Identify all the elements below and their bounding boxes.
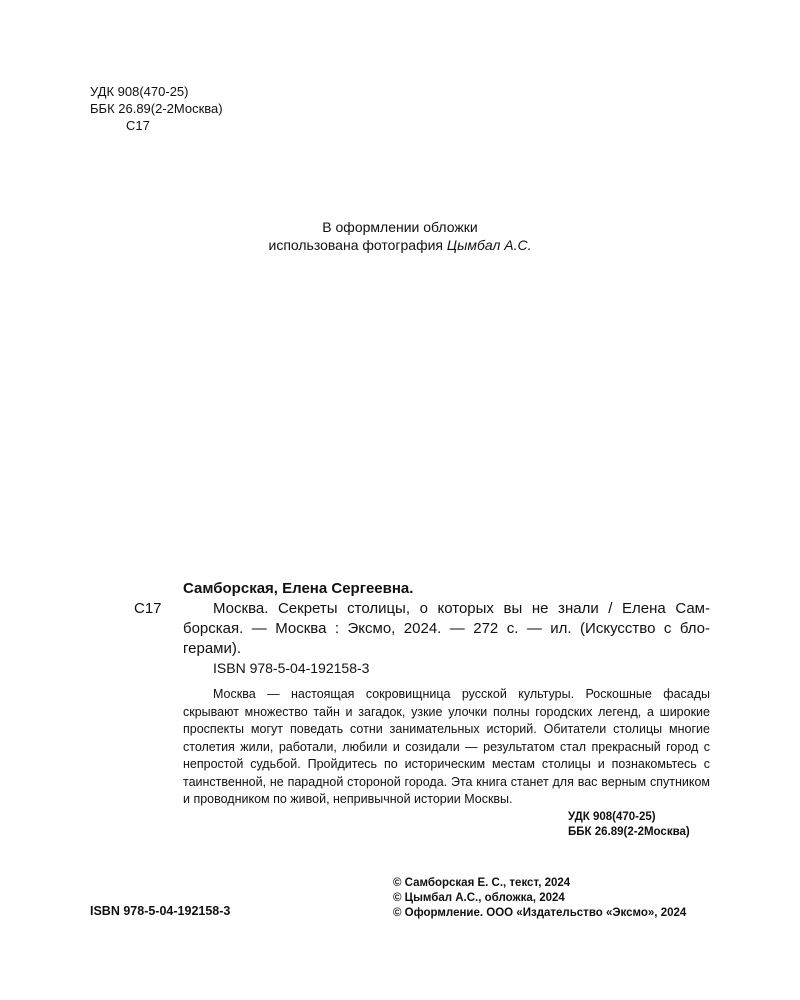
copyright-block bbox=[393, 876, 686, 921]
record-author: Самборская, Елена Сергеевна. bbox=[183, 580, 414, 597]
abstract-text: Москва — настоящая сокровищница русской культуры. Роскошные фасады скрывают множество тайн и загадок, узкие улочки полны городских легенд, а широкие проспекты могут поведать сотни занимательных историй. Обитатели столицы многие столетия жили, работали, любили и созидали — результатом стал прекрасный город с непростой судьбой. Пройдитесь по историческим местам столицы и познакомьтесь с таинственной, не парадной стороной города. Эта книга станет для вас верным спутником и проводником по живой, непривычной истории Москвы. bbox=[183, 687, 710, 806]
udk-code: УДК 908(470-25) bbox=[90, 84, 189, 99]
footer-udk-code: УДК 908(470-25) bbox=[568, 811, 656, 823]
author-mark: С17 bbox=[126, 118, 150, 133]
record-isbn: ISBN 978-5-04-192158-3 bbox=[213, 660, 370, 676]
book-abstract bbox=[183, 686, 710, 809]
copyright-design: © Оформление. ООО «Издательство «Эксмо», 2024 bbox=[393, 907, 687, 919]
footer-classification bbox=[568, 810, 690, 840]
cover-note bbox=[0, 218, 800, 254]
footer-bbk-code: ББК 26.89(2-2Москва) bbox=[568, 826, 690, 838]
cover-note-prefix: использована фотография bbox=[268, 237, 447, 253]
record-description bbox=[183, 599, 710, 659]
header-classification bbox=[90, 83, 223, 134]
record-code: С17 bbox=[134, 600, 162, 617]
record-description-first: Москва. Секреты столицы, о которых вы не знали / Елена Сам- bbox=[213, 600, 710, 617]
record-description-rest: борская. — Москва : Эксмо, 2024. — 272 с. — ил. (Искусство с бло-герами). bbox=[183, 620, 710, 657]
copyright-cover: © Цымбал А.С., обложка, 2024 bbox=[393, 892, 565, 904]
cover-note-line1: В оформлении обложки bbox=[322, 219, 478, 235]
copyright-text: © Самборская Е. С., текст, 2024 bbox=[393, 877, 571, 889]
bbk-code: ББК 26.89(2-2Москва) bbox=[90, 101, 223, 116]
footer-isbn: ISBN 978-5-04-192158-3 bbox=[90, 904, 231, 918]
photographer-name: Цымбал А.С. bbox=[446, 237, 532, 253]
cover-note-line2 bbox=[0, 236, 800, 254]
